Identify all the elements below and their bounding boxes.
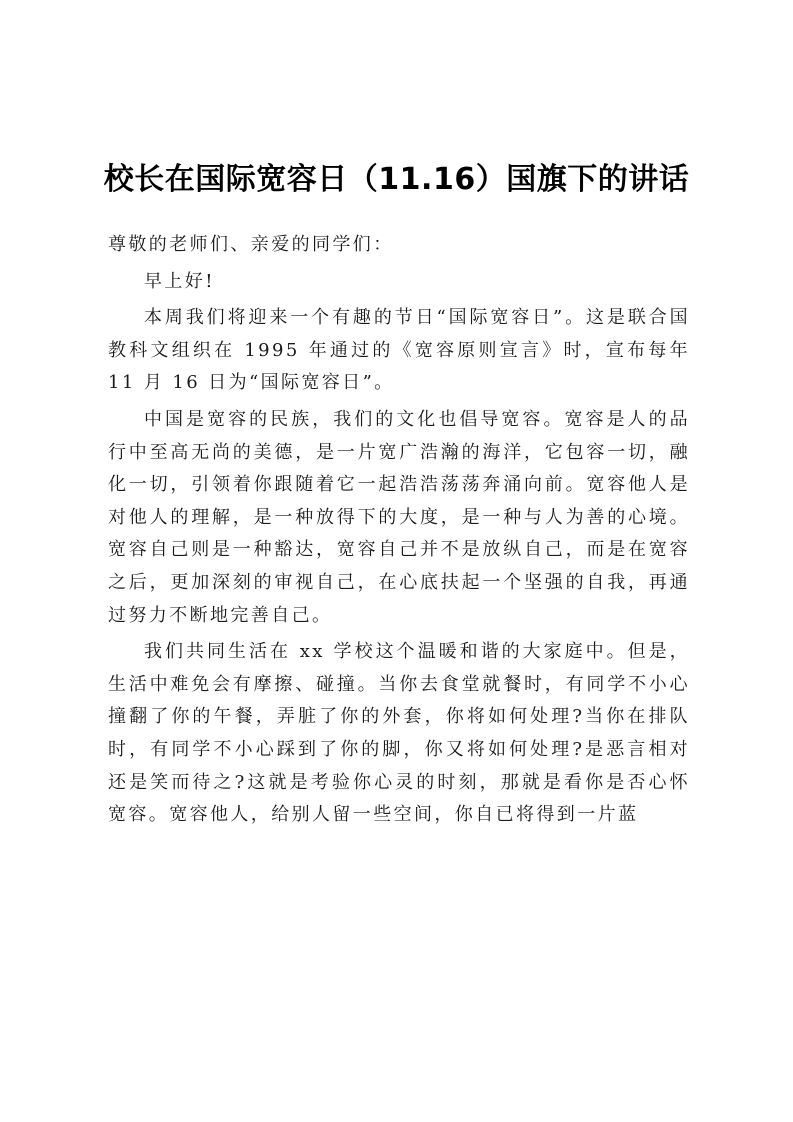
document-body [108, 229, 690, 832]
paragraph-chinese-culture: 中国是宽容的民族，我们的文化也倡导宽容。宽容是人的品行中至高无尚的美德，是一片宽广浩瀚的海洋，它包容一切，融化一切，引领着你跟随着它一起浩浩荡荡奔涌向前。宽容他人是对他人的理解，是一种放得下的大度，是一种与人为善的心境。宽容自己则是一种豁达，宽容自己并不是放纵自己，而是在宽容之后，更加深刻的审视自己，在心底扶起一个坚强的自我，再通过努力不断地完善自己。 [108, 408, 690, 626]
paragraph-greeting: 早上好! [144, 270, 215, 292]
paragraph-tolerance-day: 本周我们将迎来一个有趣的节日“国际宽容日”。这是联合国教科文组织在 1995 年通过的《宽容原则宣言》时，宣布每年 11 月 16 日为“国际宽容日”。 [108, 307, 690, 394]
document-title: 校长在国际宽容日（11.16）国旗下的讲话 [103, 162, 690, 197]
salutation: 尊敬的老师们、亲爱的同学们： [108, 234, 394, 255]
paragraph-school-life: 我们共同生活在 xx 学校这个温暖和谐的大家庭中。但是，生活中难免会有摩擦、碰撞。当你去食堂就餐时，有同学不小心撞翻了你的午餐，弄脏了你的外套，你将如何处理?当你在排队时，有同学不小心踩到了你的脚，你又将如何处理?是恶言相对还是笑而待之?这就是考验你心灵的时刻，那就是看你是否心怀宽容。宽容他人，给别人留一些空间，你自已将得到一片蓝 [108, 641, 690, 826]
